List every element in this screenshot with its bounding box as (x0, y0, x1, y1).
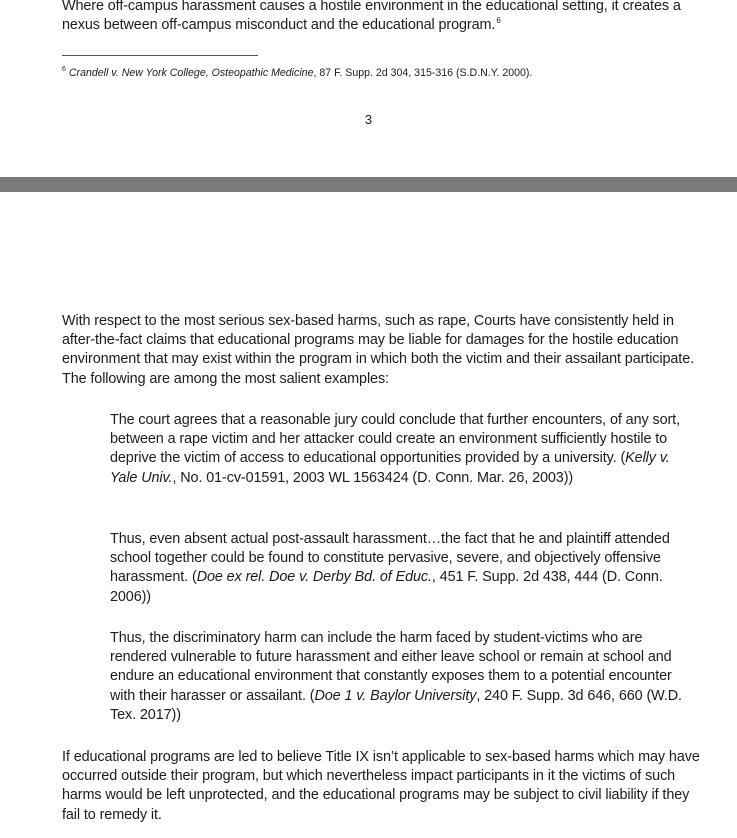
footnote-mark: 6 (62, 66, 66, 74)
document-page-upper (0, 0, 737, 177)
page-number: 3 (364, 112, 373, 127)
footnote (62, 66, 682, 80)
quote-case-name: Kelly v. Yale Univ. (110, 450, 670, 486)
quote-text: The court agrees that a reasonable jury could conclude that further encounters, of any sort, between a rape victim and her attacker could create an environment sufficiently hostile to deprive the victim of access to educational opportunities provided by a university. ( (110, 412, 680, 467)
quote-citation: , 240 F. Supp. 3d 646, 660 (W.D. Tex. 2017)) (110, 687, 682, 723)
quote-case-name: Doe ex rel. Doe v. Derby Bd. of Educ. (196, 569, 432, 586)
page-separator (0, 177, 737, 192)
document-page-lower (0, 192, 737, 838)
paragraph-text: Where off-campus harassment causes a hostile environment in the educational setting, it creates a nexus between off-campus misconduct and the educational program. (62, 0, 681, 34)
block-quote-2 (110, 530, 695, 607)
closing-paragraph: If educational programs are led to believe Title IX isn’t applicable to sex-based harms which may have occurred outside their program, but which nevertheless impact participants in it the victims of such harms would be left unprotected, and the educational programs may be subject to civil liability if they fail to remedy it. (62, 749, 700, 823)
quote-text: Thus, the discriminatory harm can include the harm faced by student-victims who are rendered vulnerable to future harassment and either leave school or remain at school and endure an educational environment that constantly exposes them to a potential encounter with their harasser or assailant. ( (110, 630, 672, 704)
body-paragraph (62, 0, 702, 35)
block-quote-1 (110, 411, 695, 488)
footnote-citation: , 87 F. Supp. 2d 304, 315-316 (S.D.N.Y. 2000). (313, 67, 533, 79)
intro-paragraph: With respect to the most serious sex-based harms, such as rape, Courts have consistently held in after-the-fact claims that educational programs may be liable for damages for the hostile education environment that may exist within the program in which both the victim and their assailant participate. The following are among the most salient examples: (62, 313, 694, 387)
footnote-divider (62, 55, 258, 56)
footnote-case-name: Crandell v. New York College, Osteopathic Medicine (68, 67, 314, 79)
quote-citation: , 451 F. Supp. 2d 438, 444 (D. Conn. 2006)) (110, 569, 663, 605)
footnote-reference: 6 (496, 16, 501, 26)
quote-citation: , No. 01-cv-01591, 2003 WL 1563424 (D. Conn. Mar. 26, 2003)) (172, 469, 574, 486)
quote-case-name: Doe 1 v. Baylor University (314, 687, 477, 704)
block-quote-3 (110, 629, 695, 725)
quote-text: Thus, even absent actual post-assault harassment…the fact that he and plaintiff attended school together could be found to constitute pervasive, severe, and objectively offensive harassment. ( (110, 531, 670, 586)
